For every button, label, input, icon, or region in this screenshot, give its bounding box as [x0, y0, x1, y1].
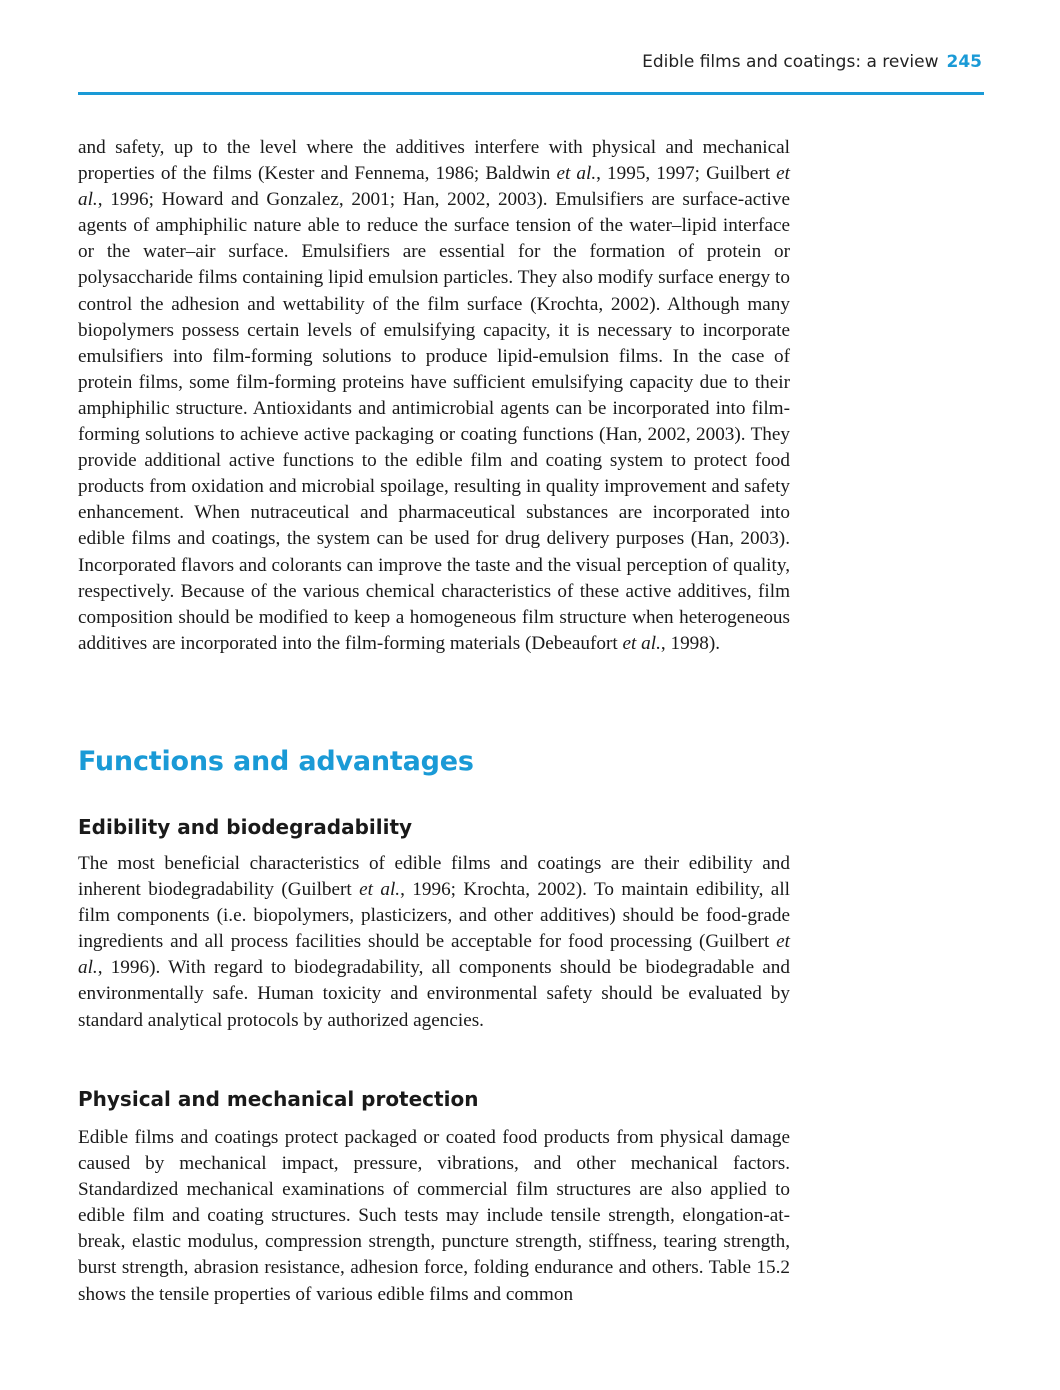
text-run: The most beneficial characteristics of edible films and coatings are their edibility and inherent biodegradability (Guilbert — [78, 853, 790, 901]
italic-run: et al. — [556, 163, 597, 185]
body-paragraph-edibility — [78, 851, 790, 1034]
body-paragraph-protection — [78, 1125, 790, 1308]
running-header — [642, 52, 982, 72]
page-number: 245 — [946, 52, 982, 72]
section-heading: Functions and advantages — [78, 746, 474, 777]
text-run: Edible films and coatings protect packaged or coated food products from physical damage caused by mechanical impact, pressure, vibrations, and other mechanical factors. Standardized mechanical examinations of commercial film structures are also applied to edible film and coating structures. Such tests may include tensile strength, elongation-at-break, elastic modulus, compression strength, puncture strength, stiffness, tearing strength, burst strength, abrasion resistance, adhesion force, folding endurance and others. Table 15.2 shows the tensile properties of various edible films and common — [78, 1127, 790, 1305]
subsection-heading-protection: Physical and mechanical protection — [78, 1087, 479, 1111]
italic-run: et al. — [622, 632, 661, 654]
header-rule — [78, 92, 984, 95]
italic-run: et al. — [359, 879, 401, 901]
italic-run: et al. — [78, 931, 790, 979]
body-paragraph-continued — [78, 135, 790, 657]
text-run: , 1996; Howard and Gonzalez, 2001; Han, 2002, 2003). Emulsifiers are surface-active agents of amphiphilic nature able to reduce the surface tension of the water–lipid interface or the water–air surface. Emulsifiers are essential for the formation of protein or polysaccharide films containing lipid emulsion particles. They also modify surface energy to control the adhesion and wettability of the film surface (Krochta, 2002). Although many biopolymers possess certain levels of emulsifying capacity, it is necessary to incorporate emulsifiers into film-forming solutions to produce lipid-emulsion films. In the case of protein films, some film-forming proteins have sufficient emulsifying capacity due to their amphiphilic structure. Antioxidants and antimicrobial agents can be incorporated into film-forming solutions to achieve active packaging or coating functions (Han, 2002, 2003). They provide additional active functions to the edible film and coating system to protect food products from oxidation and microbial spoilage, resulting in quality improvement and safety enhancement. When nutraceutical and pharmaceutical substances are incorporated into edible films and coatings, the system can be used for drug delivery purposes (Han, 2003). Incorporated flavors and colorants can improve the taste and the visual perception of quality, respectively. Because of the various chemical characteristics of these active additives, film composition should be modified to keep a homogeneous film structure when heterogeneous additives are incorporated into the film-forming materials (Debeaufort — [78, 189, 790, 654]
italic-run: et al. — [78, 163, 790, 211]
text-run: and safety, up to the level where the additives interfere with physical and mechanical properties of the films (Kester and Fennema, 1986; Baldwin — [78, 137, 790, 185]
running-title: Edible films and coatings: a review — [642, 52, 939, 72]
subsection-heading-edibility: Edibility and biodegradability — [78, 815, 413, 839]
text-run: , 1996). With regard to biodegradability, all components should be biodegradable and environmentally safe. Human toxicity and environmental safety should be evaluated by standard analytical protocols by authorized agencies. — [78, 957, 790, 1031]
text-run: , 1996; Krochta, 2002). To maintain edibility, all film components (i.e. biopolymers, plasticizers, and other additives) should be food-grade ingredients and all process facilities should be acceptable for food processing (Guilbert — [78, 879, 790, 953]
text-run: , 1995, 1997; Guilbert — [596, 163, 777, 185]
text-run: , 1998). — [660, 632, 721, 654]
